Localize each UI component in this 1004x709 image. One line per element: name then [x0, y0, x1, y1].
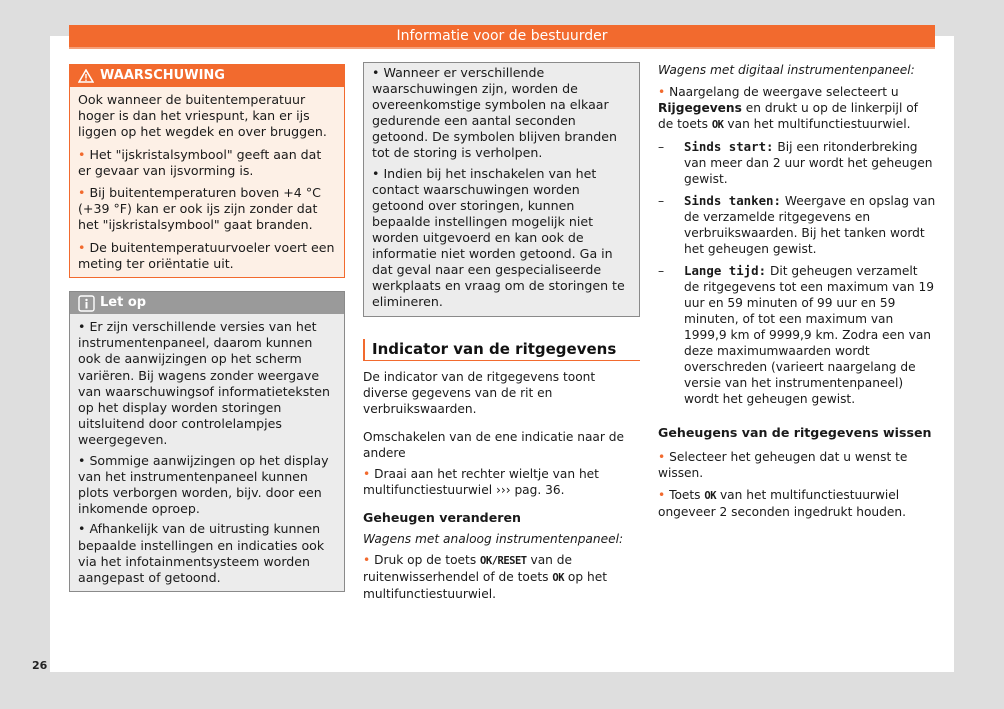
note-item: • Indien bij het inschakelen van het contact waarschuwingen worden getoond over storingen, kunnen bepaalde instellingen mogelijk niet worden uitgevoerd en kan ook de informatie niet worden getoond. Ga in dat geval naar een gespecialiseerde werkplaats en vraag om de storingen te elimineren.: [372, 166, 625, 309]
mode-label: Sinds tanken:: [684, 193, 781, 208]
bullet-icon: •: [658, 488, 670, 502]
bullet-icon: •: [658, 450, 670, 464]
clear-item: • Toets OK van het multifunctiestuurwiel ongeveer 2 seconden ingedrukt houden.: [658, 488, 906, 519]
digital-item: • Naargelang de weergave selecteert u Rijgegevens en drukt u op de linkerpijl of de toets OK van het multifunctiestuurwiel.: [658, 85, 918, 131]
analog-label: Wagens met analoog instrumentenpaneel:: [363, 532, 624, 546]
analog-item: • Druk op de toets OK/RESET van de ruitenwisserhendel of de toets OK op het multifunctiestuurwiel.: [363, 553, 607, 601]
note-header: [70, 292, 344, 314]
menu-item-rijgegevens: Rijgegevens: [658, 101, 742, 115]
memory-change-heading: Geheugen veranderen: [363, 510, 521, 525]
note-body: [70, 314, 344, 591]
bullet-icon: •: [78, 239, 90, 255]
mode-label: Lange tijd:: [684, 263, 767, 278]
warning-intro: Ook wanneer de buitentemperatuur hoger is dan het vriespunt, kan er ijs liggen op het wegdek en over bruggen.: [78, 92, 327, 140]
page-reference-link[interactable]: ››› pag. 36.: [495, 483, 565, 497]
bullet-icon: •: [78, 146, 90, 162]
mode-item: – Sinds start: Bij een ritonderbreking van meer dan 2 uur wordt het geheugen gewist.: [658, 139, 933, 186]
warning-title: WAARSCHUWING: [100, 68, 225, 83]
bullet-icon: •: [658, 85, 670, 99]
column-middle: [363, 62, 640, 602]
clear-item: • Selecteer het geheugen dat u wenst te wissen.: [658, 450, 908, 480]
note-item: • Afhankelijk van de uitrusting kunnen bepaalde instellingen en indicaties ook via het infotainmentsysteem worden aangepast of getoond.: [78, 521, 325, 586]
ok-key: OK: [552, 572, 565, 584]
ok-key: OK: [711, 119, 724, 131]
section-title: Indicator van de ritgegevens: [363, 339, 640, 361]
info-icon: [78, 295, 95, 312]
mode-label: Sinds start:: [684, 139, 774, 154]
bullet-icon: •: [372, 166, 384, 181]
bullet-icon: •: [363, 553, 375, 567]
bullet-icon: •: [78, 185, 90, 201]
bullet-icon: •: [78, 521, 90, 537]
dash-icon: –: [658, 194, 665, 208]
digital-label: Wagens met digitaal instrumentenpaneel:: [658, 63, 915, 77]
mode-item: – Lange tijd: Dit geheugen verzamelt de ritgegevens tot een maximum van 19 uur en 59 minuten of 99 uur en 59 minuten, of tot een maximum van 1999,9 km of 9999,9 km. Zodra een van deze maximumwaarden wordt overschreden (varieert naargelang de versie van het instrumentenpaneel) wordt het geheugen gewist.: [658, 263, 934, 406]
memory-clear-heading: Geheugens van de ritgegevens wissen: [658, 425, 932, 440]
note-box-continued: [363, 62, 640, 317]
bullet-icon: •: [372, 65, 384, 80]
warning-item: • Bij buitentemperaturen boven +4 °C (+39 °F) kan er ook ijs zijn zonder dat het "ijskristalsymbool" gaat branden.: [78, 185, 321, 233]
note-title: Let op: [100, 295, 147, 311]
bullet-icon: •: [363, 467, 375, 481]
chapter-header: Informatie voor de bestuurder: [69, 25, 935, 49]
page-number: 26: [32, 659, 48, 672]
note-item: • Er zijn verschillende versies van het instrumentenpaneel, daarom kunnen ook de aanwijzingen op het scherm variëren. Bij wagens zonder weergave van waarschuwingsof informatieteksten op het display worden storingen uitsluitend door controlelampjes weergegeven.: [78, 319, 330, 448]
section-intro: De indicator van de ritgegevens toont diverse gegevens van de rit en verbruikswaarden.: [363, 370, 596, 416]
warning-item: • De buitentemperatuurvoeler voert een meting ter oriëntatie uit.: [78, 239, 335, 271]
warning-item: • Het "ijskristalsymbool" geeft aan dat er gevaar van ijsvorming is.: [78, 146, 322, 178]
switch-heading: Omschakelen van de ene indicatie naar de andere: [363, 430, 625, 460]
note-box: [69, 291, 345, 592]
ok-reset-key: OK/RESET: [480, 555, 527, 567]
bullet-icon: •: [78, 452, 90, 468]
dash-icon: –: [658, 140, 665, 154]
switch-item: • Draai aan het rechter wieltje van het multifunctiestuurwiel ››› pag. 36.: [363, 467, 599, 497]
warning-triangle-icon: [78, 69, 94, 83]
note-item: • Sommige aanwijzingen op het display van het instrumentenpaneel kunnen plots verborgen worden, bijv. door een inkomende oproep.: [78, 452, 329, 517]
dash-icon: –: [658, 264, 665, 278]
mode-item: – Sinds tanken: Weergave en opslag van de verzamelde ritgegevens en verbruikswaarden. Bij het tanken wordt het geheugen gewist.: [658, 193, 936, 256]
warning-body: [70, 87, 344, 277]
note-item: • Wanneer er verschillende waarschuwingen zijn, worden de overeenkomstige symbolen na elkaar gedurende een aantal seconden getoond. De symbolen blijven branden tot de storing is verholpen.: [372, 65, 618, 160]
bullet-icon: •: [78, 319, 90, 335]
column-right: [658, 62, 936, 520]
warning-header: [70, 65, 344, 87]
column-left: [69, 64, 345, 592]
ok-key: OK: [704, 490, 717, 502]
warning-box: [69, 64, 345, 278]
